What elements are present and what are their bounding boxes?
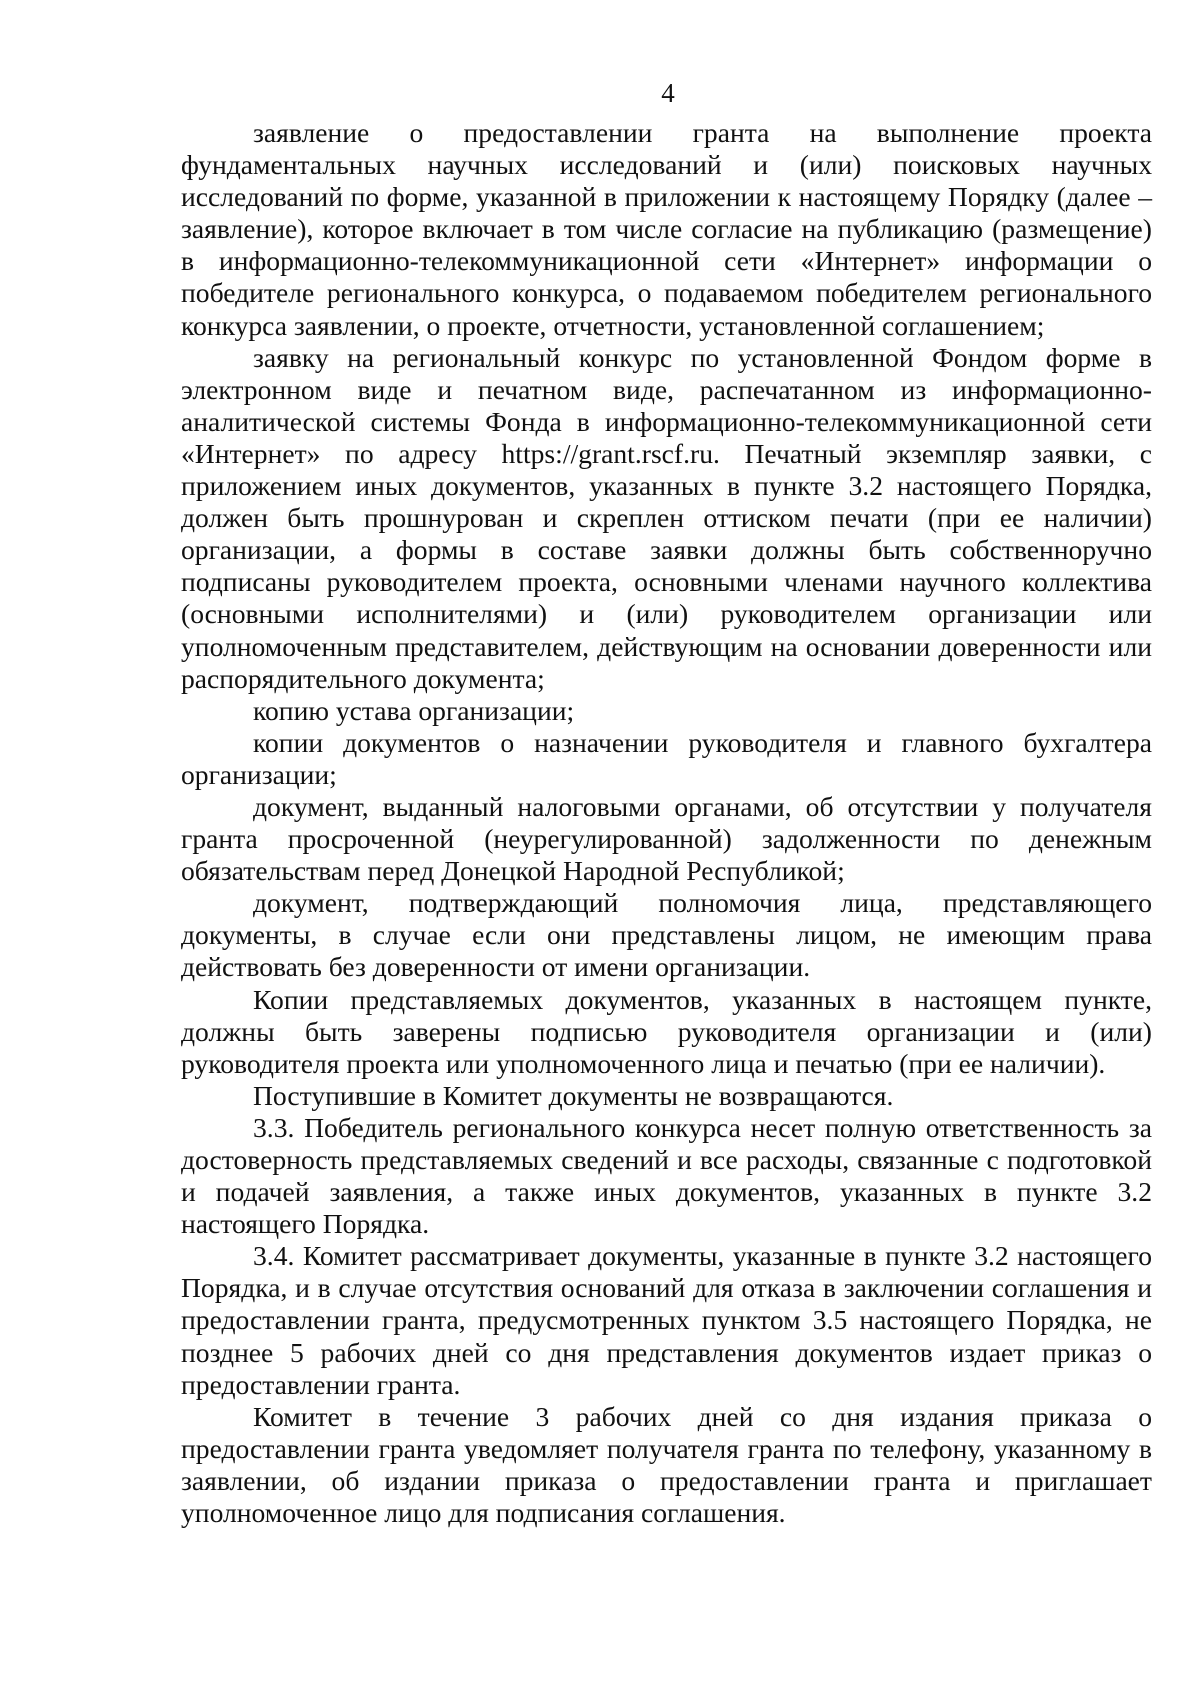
paragraph-3-4: 3.4. Комитет рассматривает документы, указанные в пункте 3.2 настоящего Порядка, и в случае отсутствия оснований для отказа в заключении соглашения и предоставлении гранта, предусмотренных пунктом 3.5 настоящего Порядка, не позднее 5 рабочих дней со дня представления документов издает приказ о предоставлении гранта.: [181, 1240, 1152, 1400]
paragraph-contest-request: заявку на региональный конкурс по установленной Фондом форме в электронном виде и печатном виде, распечатанном из информационно-аналитической системы Фонда в информационно-телекоммуникационной сети «Интернет» по адресу https://grant.rscf.ru. Печатный экземпляр заявки, с приложением иных документов, указанных в пункте 3.2 настоящего Порядка, должен быть прошнурован и скреплен оттиском печати (при ее наличии) организации, а формы в составе заявки должны быть собственноручно подписаны руководителем проекта, основными членами научного коллектива (основными исполнителями) и (или) руководителем организации или уполномоченным представителем, действующим на основании доверенности или распорядительного документа;: [181, 341, 1152, 694]
paragraph-certified-copies: Копии представляемых документов, указанных в настоящем пункте, должны быть заверены подписью руководителя организации и (или) руководителя проекта или уполномоченного лица и печатью (при ее наличии).: [181, 983, 1152, 1079]
document-body: [181, 117, 1152, 1529]
paragraph-application: заявление о предоставлении гранта на выполнение проекта фундаментальных научных исследований и (или) поисковых научных исследований по форме, указанной в приложении к настоящему Порядку (далее – заявление), которое включает в том числе согласие на публикацию (размещение) в информационно-телекоммуникационной сети «Интернет» информации о победителе регионального конкурса, о подаваемом победителем регионального конкурса заявлении, о проекте, отчетности, установленной соглашением;: [181, 117, 1152, 341]
paragraph-charter-copy: копию устава организации;: [253, 694, 575, 726]
paragraph-3-3: 3.3. Победитель регионального конкурса несет полную ответственность за достоверность представляемых сведений и все расходы, связанные с подготовкой и подачей заявления, а также иных документов, указанных в пункте 3.2 настоящего Порядка.: [181, 1111, 1152, 1240]
paragraph-not-returned: Поступившие в Комитет документы не возвращаются.: [253, 1079, 894, 1111]
paragraph-tax-document: документ, выданный налоговыми органами, об отсутствии у получателя гранта просроченной (неурегулированной) задолженности по денежным обязательствам перед Донецкой Народной Республикой;: [181, 790, 1152, 887]
paragraph-authority-document: документ, подтверждающий полномочия лица, представляющего документы, в случае если они представлены лицом, не имеющим права действовать без доверенности от имени организации.: [181, 887, 1152, 983]
paragraph-notification: Комитет в течение 3 рабочих дней со дня издания приказа о предоставлении гранта уведомляет получателя гранта по телефону, указанному в заявлении, об издании приказа о предоставлении гранта и приглашает уполномоченное лицо для подписания соглашения.: [181, 1400, 1152, 1529]
page-number: 4: [661, 78, 675, 108]
paragraph-appointment-documents: копии документов о назначении руководителя и главного бухгалтера организации;: [181, 726, 1152, 790]
